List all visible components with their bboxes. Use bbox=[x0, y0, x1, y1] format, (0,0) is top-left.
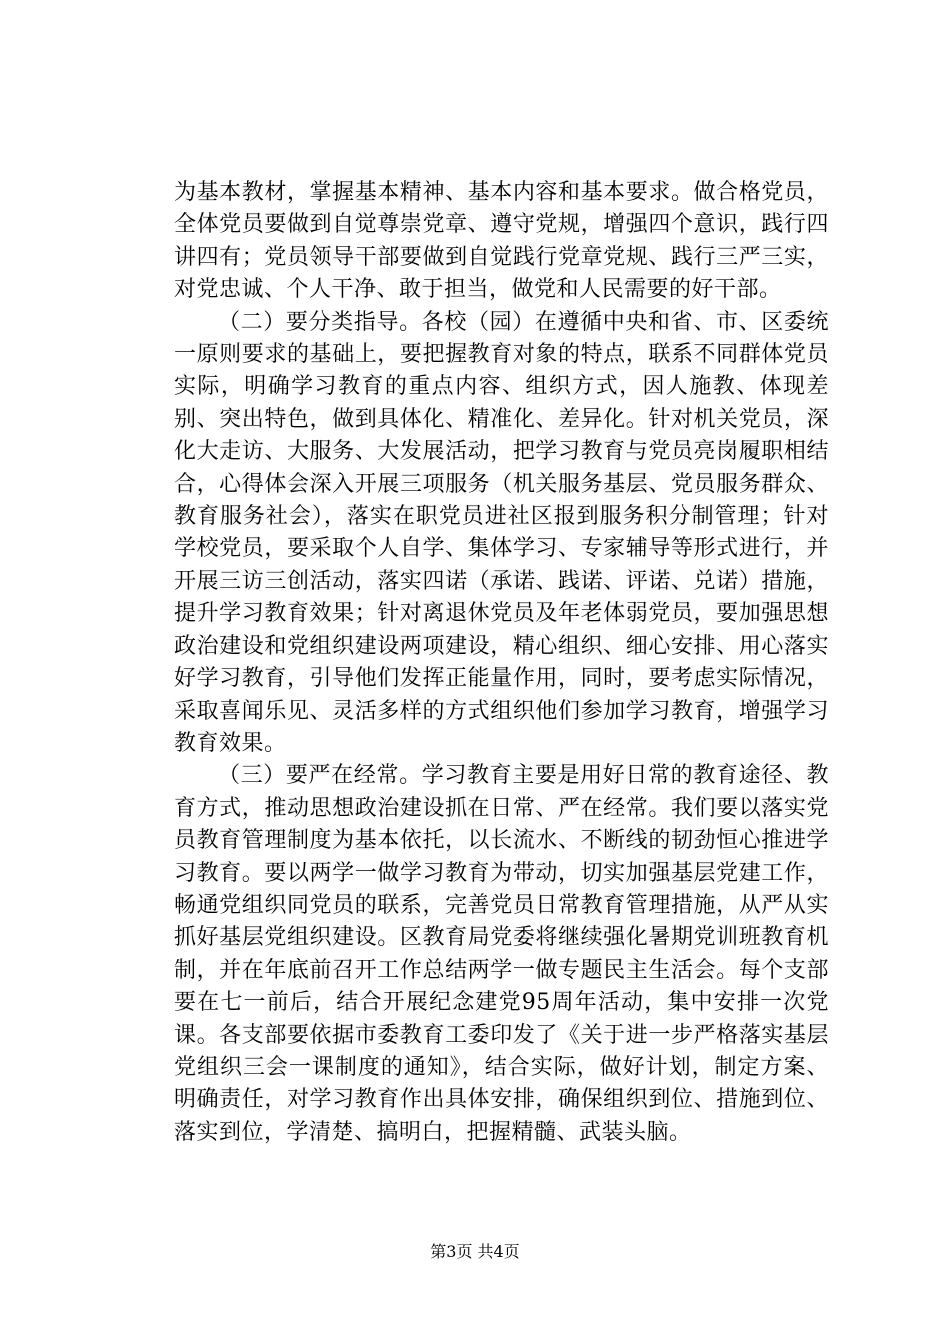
page-footer: 第3页 共4页 bbox=[430, 1242, 520, 1261]
document-body bbox=[174, 177, 829, 1149]
paragraph-strict-regular: （三）要严在经常。学习教育主要是用好日常的教育途径、教育方式，推动思想政治建设抓在日常、严在经常。我们要以落实党员教育管理制度为基本依托，以长流水、不断线的韧劲恒心推进学习教育。要以两学一做学习教育为带动，切实加强基层党建工作，畅通党组织同党员的联系，完善党员日常教育管理措施，从严从实抓好基层党组织建设。区教育局党委将继续强化暑期党训班教育机制，并在年底前召开工作总结两学一做专题民主生活会。每个支部要在七一前后，结合开展纪念建党95周年活动，集中安排一次党课。各支部要依据市委教育工委印发了《关于进一步严格落实基层党组织三会一课制度的通知》，结合实际，做好计划，制定方案、明确责任，对学习教育作出具体安排，确保组织到位、措施到位、落实到位，学清楚、搞明白，把握精髓、武装头脑。 bbox=[174, 763, 829, 1145]
paragraph-continuation: 为基本教材，掌握基本精神、基本内容和基本要求。做合格党员，全体党员要做到自觉尊崇党章、遵守党规，增强四个意识，践行四讲四有；党员领导干部要做到自觉践行党章党规、践行三严三实，对党忠诚、个人干净、敢于担当，做党和人民需要的好干部。 bbox=[174, 180, 829, 303]
paragraph-classified-guidance: （二）要分类指导。各校（园）在遵循中央和省、市、区委统一原则要求的基础上，要把握教育对象的特点，联系不同群体党员实际，明确学习教育的重点内容、组织方式，因人施教、体现差别、突出特色，做到具体化、精准化、差异化。针对机关党员，深化大走访、大服务、大发展活动，把学习教育与党员亮岗履职相结合，心得体会深入开展三项服务（机关服务基层、党员服务群众、教育服务社会），落实在职党员进社区报到服务积分制管理；针对学校党员，要采取个人自学、集体学习、专家辅导等形式进行，并开展三访三创活动，落实四诺（承诺、践诺、评诺、兑诺）措施，提升学习教育效果；针对离退休党员及年老体弱党员，要加强思想政治建设和党组织建设两项建设，精心组织、细心安排、用心落实好学习教育，引导他们发挥正能量作用，同时，要考虑实际情况，采取喜闻乐见、灵活多样的方式组织他们参加学习教育，增强学习教育效果。 bbox=[174, 309, 829, 756]
